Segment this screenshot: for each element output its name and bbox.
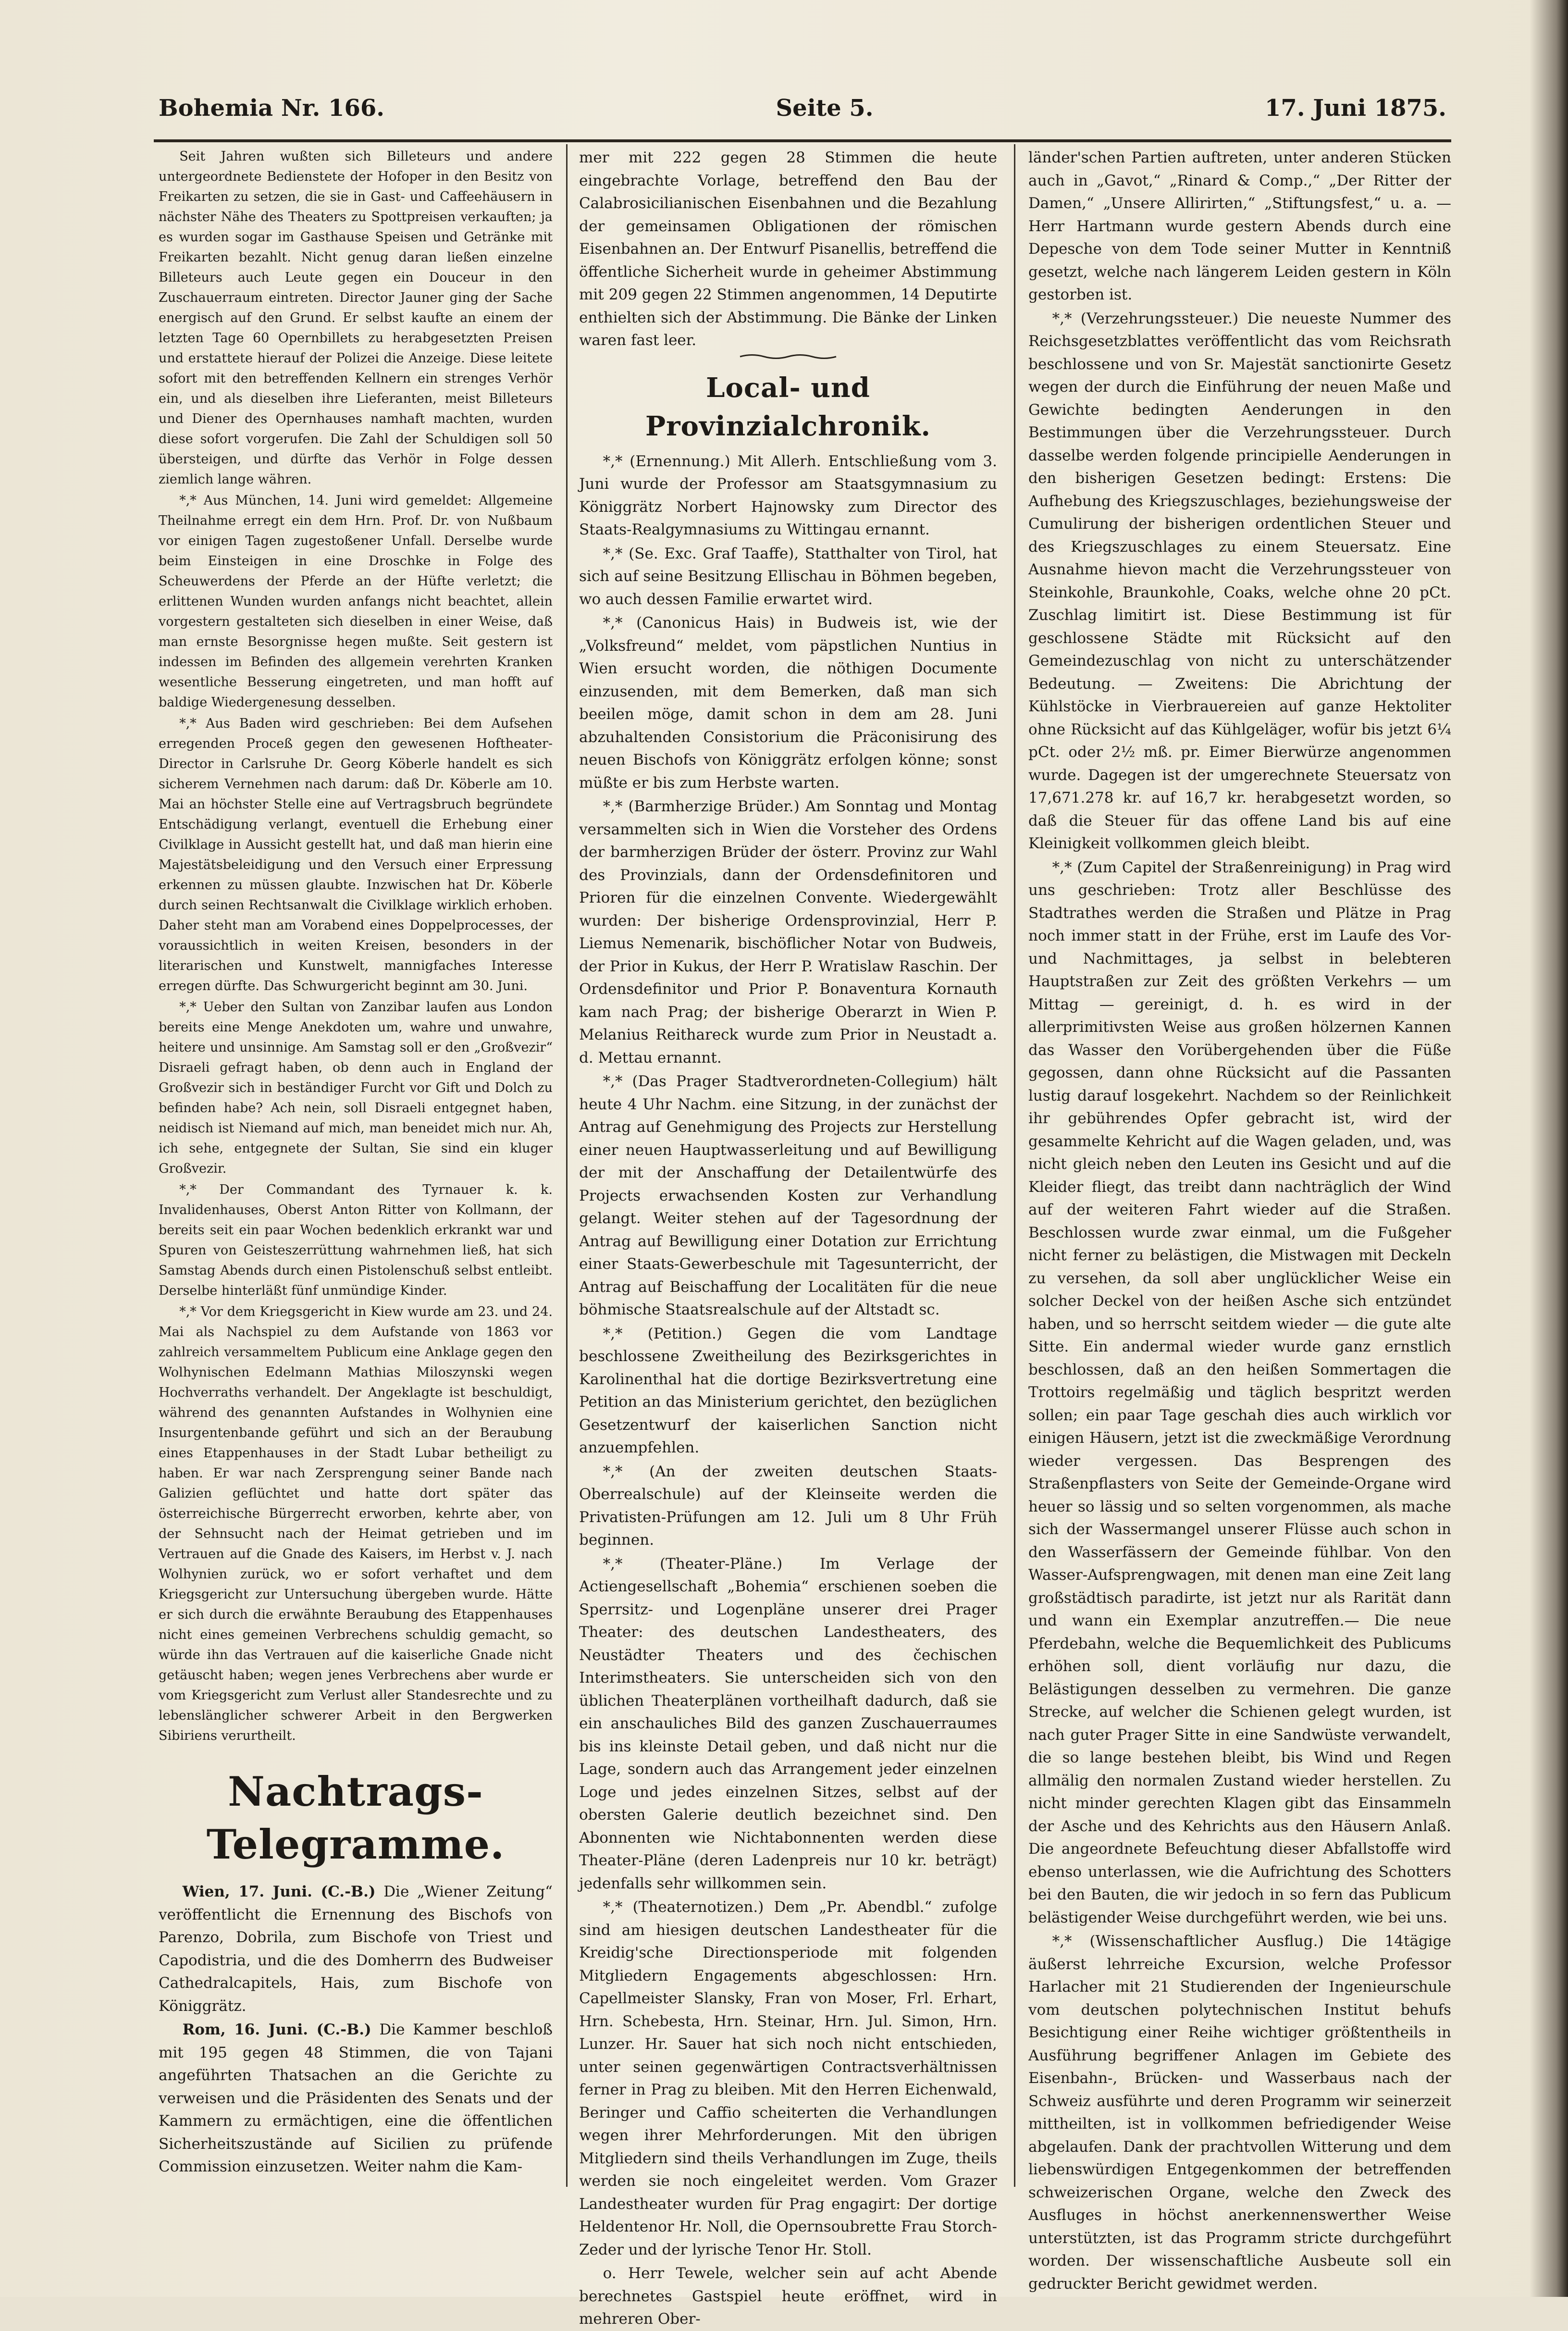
column-3 [1028, 147, 1451, 2293]
page-header [159, 87, 1446, 130]
article-paragraph: *,* (Se. Exc. Graf Taaffe), Statthalter von Tirol, hat sich auf seine Besitzung Ellischau in Böhmen begeben, wo auch dessen Familie erwartet wird. [579, 545, 997, 608]
article-paragraph: länder'schen Partien auftreten, unter anderen Stücken auch in „Gavot,“ „Rinard & Comp.,“ „Der Ritter der Damen,“ „Unsere Allirirten,“ „Stiftungsfest,“ u. a. — Herr Hartmann wurde gestern Abends durch eine Depesche von dem Tode seiner Mutter in Kenntniß gesetzt, welche nach längerem Leiden gestern in Köln gestorben ist. [1028, 149, 1451, 303]
column-2 [579, 147, 997, 2328]
article-paragraph: *,* (Verzehrungssteuer.) Die neueste Nummer des Reichsgesetzblattes veröffentlicht das vom Reichsrath beschlossene und von Sr. Majestät sanctionirte Gesetz wegen der durch die Einführung der neuen Maße und Gewichte bedingten Aenderungen in den Bestimmungen über die Verzehrungssteuer. Durch dasselbe werden folgende principielle Aenderungen in den bisherigen Gesetzen bedingt: Erstens: Die Aufhebung des Kriegszuschlages, beziehungsweise der Cumulirung der bisherigen ordentlichen Steuer und des Kriegszuschlages zu einem Steuersatz. Eine Ausnahme hievon macht die Verzehrungssteuer von Steinkohle, Braunkohle, Coaks, welche ohne 20 pCt. Zuschlag limitirt ist. Diese Bestimmung ist für geschlossene Städte mit Rücksicht auf den Gemeindezuschlag von nicht zu unterschätzender Bedeutung. — Zweitens: Die Abrichtung der Kühlstöcke in Vierbrauereien auf ganze Hektoliter ohne Rücksicht auf das Kühlgeläger, wofür bis jetzt 6¼ pCt. oder 2½ mß. pr. Eimer Bierwürze angenommen wurde. Dagegen ist der umgerechnete Steuersatz von 17,671.278 kr. auf 16,7 kr. herabgesetzt worden, so daß die Steuer für das offene Land bis auf eine Kleinigkeit vollkommen gleich bleibt. [1028, 310, 1451, 852]
article-paragraph: Seit Jahren wußten sich Billeteurs und andere untergeordnete Bedienstete der Hofoper in den Besitz von Freikarten zu setzen, die sie in Gast- und Caffeehäusern in nächster Nähe des Theaters zu Spottpreisen verkauften; ja es wurden sogar im Gasthause Speisen und Getränke mit Freikarten bezahlt. Nicht genug daran ließen einzelne Billeteurs auch Leute gegen ein Douceur in den Zuschauerraum eintreten. Director Jauner ging der Sache energisch auf den Grund. Er selbst kaufte an einem der letzten Tage 60 Opernbillets zu herabgesetzten Preisen und erstattete hierauf der Polizei die Anzeige. Diese leitete sofort mit den betreffenden Kellnern ein strenges Verhör ein, und als dieselben ihre Lieferanten, meist Billeteurs und Diener des Opernhauses namhaft machten, wurden diese sofort vorgerufen. Die Zahl der Schuldigen soll 50 übersteigen, und dürfte das Verhör in Folge dessen ziemlich lange währen. [159, 149, 553, 487]
telegram-dateline: Rom, 16. Juni. (C.-B.) [182, 2021, 371, 2038]
column-divider [566, 144, 568, 2187]
header-rule [154, 139, 1451, 142]
article-paragraph: *,* (Barmherzige Brüder.) Am Sonntag und Montag versammelten sich in Wien die Vorsteher des Ordens der barmherzigen Brüder der österr. Provinz zur Wahl des Provinzials, dann der Ordensdefinitoren und Prioren für die einzelnen Convente. Wiedergewählt wurden: Der bisherige Ordensprovinzial, Herr P. Liemus Nemenarik, bischöflicher Notar von Budweis, der Prior in Kukus, der Herr P. Wratislaw Raschin. Der Ordensdefinitor und Prior P. Bonaventura Kornauth kam nach Prag; der bisherige Oberarzt in Wien P. Melanius Reithareck wurde zum Prior in Neustadt a. d. Mettau ernannt. [579, 798, 997, 1066]
header-page-number: Seite 5. [776, 95, 874, 122]
article-paragraph: *,* Aus Baden wird geschrieben: Bei dem Aufsehen erregenden Proceß gegen den gewesenen Hoftheater-Director in Carlsruhe Dr. Georg Köberle handelt es sich sicherem Vernehmen nach darum: daß Dr. Köberle am 10. Mai an höchster Stelle eine auf Vertragsbruch begründete Entschädigung verlangt, eventuell die Erhebung einer Civilklage in Aussicht gestellt hat, und daß man hierin eine Majestätsbeleidigung und den Versuch einer Erpressung erkennen zu müssen glaubte. Inzwischen hat Dr. Köberle durch seinen Rechtsanwalt die Civilklage wirklich erhoben. Daher steht man am Vorabend eines Doppelprocesses, der voraussichtlich in weiten Kreisen, besonders in der literarischen und Kunstwelt, mannigfaches Interesse erregen dürfte. Das Schwurgericht beginnt am 30. Juni. [159, 716, 553, 993]
article-paragraph: *,* (Theaternotizen.) Dem „Pr. Abendbl.“ zufolge sind am hiesigen deutschen Landestheater für die Kreidig'sche Directionsperiode mit folgenden Mitgliedern Engagements abgeschlossen: Hrn. Capellmeister Slansky, Fran von Moser, Frl. Erhart, Hrn. Schebesta, Hrn. Steinar, Hrn. Jul. Simon, Hrn. Lunzer. Hr. Sauer hat sich noch nicht entschieden, unter seinen gegenwärtigen Contractsverhältnissen ferner in Prag zu bleiben. Mit den Herren Eichenwald, Beringer und Caffio scheiterten die Verhandlungen wegen ihrer Mehrforderungen. Mit den übrigen Mitgliedern sind theils Verhandlungen im Zuge, theils werden sie noch eingeleitet werden. Vom Grazer Landestheater wurden für Prag engagirt: Der dortige Heldentenor Hr. Noll, die Opernsoubrette Frau Storch-Zeder und der lyrische Tenor Hr. Stoll. [579, 1898, 997, 2258]
article-paragraph: *,* (Wissenschaftlicher Ausflug.) Die 14tägige äußerst lehrreiche Excursion, welche Professor Harlacher mit 21 Studierenden der Ingenieurschule vom deutschen polytechnischen Institut behufs Besichtigung einer Reihe wichtiger größtentheils in Ausführung begriffener Anlagen im Gebiete des Eisenbahn-, Brücken- und Wasserbaus nach der Schweiz ausführte und deren Programm wir seinerzeit mittheilten, ist in vollkommen befriedigender Weise abgelaufen. Dank der prachtvollen Witterung und dem liebenswürdigen Entgegenkommen der betreffenden schweizerischen Organe, welche den Zweck des Ausfluges in höchst anerkennenswerther Weise unterstützten, ist das Programm stricte durchgeführt worden. Der wissenschaftliche Ausbeute soll ein gedruckter Bericht gewidmet werden. [1028, 1933, 1451, 2293]
column-divider [1014, 144, 1015, 2187]
article-paragraph: *,* (Ernennung.) Mit Allerh. Entschließung vom 3. Juni wurde der Professor am Staatsgymnasium zu Königgrätz Norbert Hajnowsky zum Director des Staats-Realgymnasiums zu Wittingau ernannt. [579, 452, 997, 538]
telegram-dateline: Wien, 17. Juni. (C.-B.) [182, 1883, 376, 1900]
telegram-section-title: Nachtrags-Telegramme. [206, 1768, 505, 1868]
article-paragraph: *,* Vor dem Kriegsgericht in Kiew wurde am 23. und 24. Mai als Nachspiel zu dem Aufstande von 1863 vor zahlreich versammeltem Publicum eine Anklage gegen den Wolhynischen Edelmann Mathias Miloszynski wegen Hochverraths verhandelt. Der Angeklagte ist beschuldigt, während des genannten Aufstandes in Wolhynien eine Insurgentenbande geführt und sich an der Beraubung eines Etappenhauses in der Stadt Lubar betheiligt zu haben. Er war nach Zersprengung seiner Bande nach Galizien geflüchtet und hatte dort später das österreichische Bürgerrecht erworben, kehrte aber, von der Sehnsucht nach der Heimat getrieben und im Vertrauen auf die Gnade des Kaisers, im Herbst v. J. nach Wolhynien zurück, wo er sofort verhaftet und dem Kriegsgericht zur Untersuchung übergeben wurde. Hätte er sich durch die erwähnte Beraubung des Etappenhauses nicht eines gemeinen Verbrechens schuldig gemacht, so würde ihn das Vertrauen auf die kaiserliche Gnade nicht getäuscht haben; wegen jenes Verbrechens aber wurde er vom Kriegsgericht zum Verlust aller Standesrechte und zu lebenslänglicher schwerer Arbeit in den Bergwerken Sibiriens verurtheilt. [159, 1304, 553, 1743]
article-paragraph: *,* (Zum Capitel der Straßenreinigung) in Prag wird uns geschrieben: Trotz aller Beschlüsse des Stadtrathes werden die Straßen und Plätze in Prag noch immer statt in der Frühe, erst im Laufe des Vor- und Nachmittages, ja selbst in belebteren Hauptstraßen zur Zeit des größten Verkehrs — um Mittag — gereinigt, d. h. es wird in der allerprimitivsten Weise aus großen hölzernen Kannen das Wasser den Vorübergehenden über die Füße gegossen, dann ohne Rücksicht auf die Passanten lustig darauf losgekehrt. Nachdem so der Reinlichkeit ihr gebührendes Opfer gebracht ist, wird der gesammelte Kehricht auf die Wagen geladen, und, was nicht gleich neben den Leuten ins Gesicht und auf die Kleider fliegt, das treibt dann nachträglich der Wind auf der weiteren Fahrt wieder auf die Straßen. Beschlossen wurde zwar einmal, um die Fußgeher nicht ferner zu belästigen, die Mistwagen mit Deckeln zu versehen, da soll aber unglücklicher Weise ein solcher Deckel von der heißen Asche sich entzündet haben, und so herrscht seitdem wieder — die gute alte Sitte. Ein andermal wieder wurde ganz ernstlich beschlossen, daß an den heißen Sommertagen die Trottoirs regelmäßig und täglich bespritzt werden sollen; ein paar Tage geschah dies auch wirklich vor einigen Häusern, jetzt ist die zweckmäßige Verordnung wieder vergessen. Das Besprengen des Straßenpflasters von Seite der Gemeinde-Organe wird heuer so lässig und so selten vorgenommen, als mache sich der Wassermangel unserer Flüsse auch schon in den Wasserfässern der Gemeinde fühlbar. Von den Wasser-Aufsprengwagen, mit denen man eine Zeit lang großstädtisch paradirte, ist jetzt nur als Rarität dann und wann ein Exemplar anzutreffen.— Die neue Pferdebahn, welche die Bequemlichkeit des Publicums erhöhen soll, dient vorläufig nur dazu, die Belästigungen desselben zu vermehren. Die ganze Strecke, auf welcher die Schienen gelegt wurden, ist nach guter Prager Sitte in eine Sandwüste verwandelt, die so lange bestehen bleibt, bis Wind und Regen allmälig den normalen Zustand wieder herstellen. Zu nicht minder gerechten Klagen gibt das Einsammeln der Asche und des Kehrichts aus den Häusern Anlaß. Die angeordnete Befeuchtung dieser Abfallstoffe wird ebenso unterlassen, wie die Aufrichtung des Schotters bei den Bauten, die wir jedoch in so fern das Publicum belästigender Weise durchgeführt werden, wie bei uns. [1028, 858, 1451, 1926]
article-paragraph: *,* (Canonicus Hais) in Budweis ist, wie der „Volksfreund“ meldet, vom päpstlichen Nuntius in Wien ersucht worden, die nöthigen Documente einzusenden, mit dem Bemerken, daß man sich beeilen möge, damit schon in dem am 28. Juni abzuhaltenden Consistorium die Präconisirung des neuen Bischofs von Königgrätz erfolgen könne; sonst müßte er bis zum Herbste warten. [579, 614, 997, 792]
article-paragraph: *,* Der Commandant des Tyrnauer k. k. Invalidenhauses, Oberst Anton Ritter von Kollmann, der bereits seit ein paar Wochen bedenklich erkrankt war und Spuren von Geisteszerrüttung wahrnehmen ließ, hat sich Samstag Abends durch einen Pistolenschuß selbst entleibt. Derselbe hinterläßt fünf unmündige Kinder. [159, 1182, 553, 1298]
ornament-rule-icon [740, 353, 836, 360]
article-paragraph: *,* (Das Prager Stadtverordneten-Collegium) hält heute 4 Uhr Nachm. eine Sitzung, in der zunächst der Antrag auf Genehmigung des Projects zur Herstellung einer neuen Hauptwasserleitung und auf Bewilligung der mit der Anschaffung der Detailentwürfe des Projects erwachsenden Kosten zur Verhandlung gelangt. Weiter stehen auf der Tagesordnung der Antrag auf Bewilligung einer Dotation zur Errichtung einer Staats-Gewerbeschule mit Tagesunterricht, der Antrag auf Beischaffung der Localitäten für die neue böhmische Staatsrealschule auf der Altstadt sc. [579, 1073, 997, 1318]
article-paragraph: *,* Ueber den Sultan von Zanzibar laufen aus London bereits eine Menge Anekdoten um, wahre und unwahre, heitere und unsinnige. Am Samstag soll er den „Großvezir“ Disraeli gefragt haben, ob denn auch in England der Großvezir sich in beständiger Furcht vor Gift und Dolch zu befinden habe? Ach nein, soll Disraeli entgegnet haben, neidisch ist Niemand auf mich, man beneidet mich nur. Ah, ich sehe, entgegnete der Sultan, Sie sind ein kluger Großvezir. [159, 1000, 553, 1176]
article-paragraph: *,* (Petition.) Gegen die vom Landtage beschlossene Zweitheilung des Bezirksgerichtes in Karolinenthal hat die dortige Bezirksvertretung eine Petition an das Ministerium gerichtet, den bezüglichen Gesetzentwurf der kaiserlichen Sanction nicht anzuempfehlen. [579, 1325, 997, 1456]
article-paragraph: mer mit 222 gegen 28 Stimmen die heute eingebrachte Vorlage, betreffend den Bau der Calabrosicilianischen Eisenbahnen und die Bezahlung der gemeinsamen Obligationen der römischen Eisenbahnen an. Der Entwurf Pisanellis, betreffend die öffentliche Sicherheit wurde in geheimer Abstimmung mit 209 gegen 22 Stimmen angenommen, 14 Deputirte enthielten sich der Abstimmung. Die Bänke der Linken waren fast leer. [579, 149, 997, 349]
article-paragraph: *,* (Theater-Pläne.) Im Verlage der Actiengesellschaft „Bohemia“ erschienen soeben die Sperrsitz- und Logenpläne unserer drei Prager Theater: des deutschen Landestheaters, des Neustädter Theaters und des čechischen Interimstheaters. Sie unterscheiden sich von den üblichen Theaterplänen vortheilhaft dadurch, daß sie ein anschauliches Bild des ganzen Zuschauerraumes bis ins kleinste Detail geben, und daß nicht nur die Lage, sondern auch das Arrangement jeder einzelnen Loge und jedes einzelnen Sitzes, selbst auf der obersten Galerie deutlich bezeichnet sind. Den Abonnenten wie Nichtabonnenten werden diese Theater-Pläne (deren Ladenpreis nur 10 kr. beträgt) jedenfalls sehr willkommen sein. [579, 1555, 997, 1892]
telegram-text: Die Kammer beschloß mit 195 gegen 48 Stimmen, die von Tajani angeführten Thatsachen an die Gerichte zu verweisen und die Präsidenten des Senats und der Kammern zu ermächtigen, eine die öffentlichen Sicherheitszustände auf Sicilien zu prüfende Commission einzusetzen. Weiter nahm die Kam- [159, 2021, 553, 2175]
book-binding-shadow [1530, 0, 1568, 2297]
article-paragraph: *,* Aus München, 14. Juni wird gemeldet: Allgemeine Theilnahme erregt ein dem Hrn. Prof. Dr. von Nußbaum vor einigen Tagen zugestoßener Unfall. Derselbe wurde beim Einsteigen in eine Droschke in Folge des Scheuwerdens der Pferde an der Hüfte verletzt; die erlittenen Wunden wurden anfangs nicht beachtet, allein vorgestern gestalteten sich dieselben in einer Weise, daß man ernste Besorgnisse hegen mußte. Seit gestern ist indessen im Befinden des allgemein verehrten Kranken wesentliche Besserung eingetreten, und man hofft auf baldige Wiedergenesung desselben. [159, 493, 553, 710]
telegram-item [159, 2019, 553, 2179]
telegram-text: Die „Wiener Zeitung“ veröffentlicht die Ernennung des Bischofs von Parenzo, Dobrila, zum Bischofe von Triest und Capodistria, und die des Domherrn des Budweiser Cathedralcapitels, Hais, zum Bischofe von Königgrätz. [159, 1883, 553, 2015]
header-date: 17. Juni 1875. [1265, 95, 1446, 122]
article-paragraph: o. Herr Tewele, welcher sein auf acht Abende berechnetes Gastspiel heute eröffnet, wird in mehreren Ober- [579, 2265, 997, 2328]
header-newspaper-issue: Bohemia Nr. 166. [159, 95, 384, 122]
column-1 [159, 147, 553, 2187]
telegram-item [159, 1881, 553, 2018]
article-paragraph: *,* (An der zweiten deutschen Staats-Oberrealschule) auf der Kleinseite werden die Privatisten-Prüfungen am 12. Juli um 8 Uhr Früh beginnen. [579, 1463, 997, 1549]
section-title: Local- und Provinzialchronik. [645, 372, 931, 442]
